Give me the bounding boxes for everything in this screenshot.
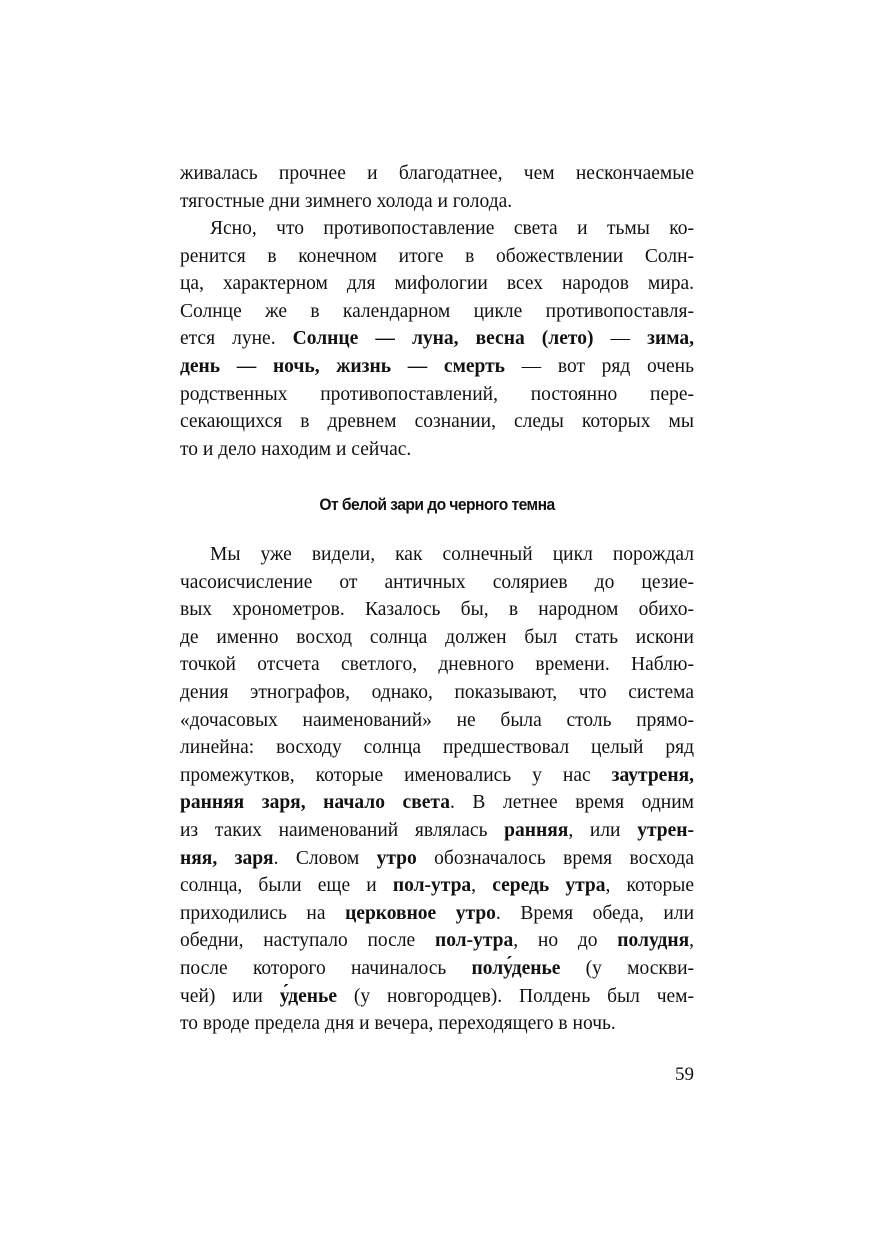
text-run: дения этнографов, однако, показывают, что система	[180, 681, 694, 703]
text-run: , которые	[605, 875, 695, 897]
text-run: ренится в конечном итоге в обожествлении Солн-	[180, 245, 694, 267]
text-run: солнца, были еще и	[180, 875, 393, 897]
paragraph-1	[180, 160, 694, 215]
text-line	[180, 436, 694, 464]
text-run: родственных противопоставлений, постоянно пере-	[180, 383, 694, 405]
text-line	[180, 845, 694, 873]
text-run: Ясно, что противопоставление света и тьмы ко-	[210, 218, 694, 239]
text-line	[180, 325, 694, 353]
bold-term: полу́денье	[471, 957, 561, 979]
text-run: (у новгородцев). Полдень был чем-	[336, 985, 695, 1007]
bold-term: зима,	[647, 328, 694, 350]
text-run: , или	[568, 819, 638, 841]
bold-term: утро	[376, 847, 417, 869]
text-line	[180, 381, 694, 409]
text-line	[180, 900, 694, 928]
text-line	[180, 298, 694, 326]
text-run: из таких наименований являлась	[180, 819, 505, 841]
text-run: ,	[471, 875, 493, 897]
text-run: — вот ряд очень	[505, 355, 695, 377]
text-line	[180, 215, 694, 243]
text-run: Солнце же в календарном цикле противопоставля-	[180, 300, 694, 322]
text-run: после которого начиналось	[180, 957, 472, 979]
text-run: Мы уже видели, как солнечный цикл порождал	[210, 544, 694, 565]
text-line	[180, 243, 694, 271]
text-line	[180, 353, 694, 381]
text-run: де именно восход солнца должен был стать искони	[180, 626, 694, 648]
text-run: ,	[689, 930, 694, 952]
text-line	[180, 955, 694, 983]
text-line	[180, 541, 694, 569]
text-run: точкой отсчета светлого, дневного времени. Наблю-	[180, 654, 694, 676]
text-run: . Словом	[273, 847, 377, 869]
text-line	[180, 762, 694, 790]
bold-term: середь утра	[492, 875, 606, 897]
bold-term: день — ночь, жизнь — смерть	[180, 355, 505, 377]
bold-term: Солнце — луна, весна (лето)	[292, 328, 594, 350]
bold-term: церковное утро	[345, 902, 496, 924]
text-line	[180, 624, 694, 652]
bold-term: утрен-	[637, 819, 694, 841]
bold-term: няя, заря	[180, 847, 274, 869]
text-run: часоисчисление от античных соляриев до цезие-	[180, 571, 694, 593]
text-line	[180, 651, 694, 679]
page-number: 59	[675, 1064, 694, 1085]
text-run: обедни, наступало после	[180, 930, 435, 952]
text-run: промежутков, которые именовались у нас	[180, 764, 612, 786]
paragraph-2	[180, 215, 694, 463]
bold-term: пол-утра	[392, 875, 472, 897]
bold-term: ранняя заря, начало света	[180, 792, 450, 814]
bold-term: ранняя	[504, 819, 569, 841]
text-line	[180, 734, 694, 762]
bold-term: полудня	[617, 930, 690, 952]
text-run: то вроде предела дня и вечера, переходящего в ночь.	[180, 1013, 616, 1035]
text-line	[180, 569, 694, 597]
text-line	[180, 1010, 694, 1038]
text-run: то и дело находим и сейчас.	[180, 438, 412, 460]
text-line	[180, 679, 694, 707]
bold-term: заутреня,	[611, 764, 694, 786]
text-line	[180, 817, 694, 845]
text-run: линейна: восходу солнца предшествовал целый ряд	[180, 737, 694, 759]
bold-term: пол-утра	[434, 930, 514, 952]
text-line	[180, 707, 694, 735]
text-run: , но до	[513, 930, 618, 952]
paragraph-3	[180, 541, 694, 1038]
text-line	[180, 872, 694, 900]
text-run: —	[593, 328, 648, 350]
text-run: (у москви-	[560, 957, 694, 979]
text-run: ца, характерном для мифологии всех народов мира.	[180, 273, 694, 295]
text-line	[180, 270, 694, 298]
text-run: обозначалось время восхода	[416, 847, 694, 869]
text-run: секающихся в древнем сознании, следы которых мы	[180, 411, 694, 433]
text-run: чей) или	[180, 985, 280, 1007]
text-run: тягостные дни зимнего холода и голода.	[180, 190, 513, 212]
text-line	[180, 789, 694, 817]
section-heading: От белой зари до черного темна	[319, 495, 555, 514]
text-run: приходились на	[180, 902, 346, 924]
text-line	[180, 983, 694, 1011]
bold-term: у́денье	[279, 985, 337, 1007]
text-line	[180, 188, 694, 216]
text-line	[180, 408, 694, 436]
text-run: «дочасовых наименований» не была столь прямо-	[180, 709, 694, 731]
text-run: ется луне.	[180, 328, 293, 350]
text-line	[180, 596, 694, 624]
text-run: вых хронометров. Казалось бы, в народном обихо-	[180, 599, 694, 621]
text-line	[180, 927, 694, 955]
text-run: живалась прочнее и благодатнее, чем нескончаемые	[180, 163, 694, 184]
text-line	[180, 160, 694, 188]
text-run: . В летнее время одним	[449, 792, 694, 814]
text-run: . Время обеда, или	[495, 902, 695, 924]
